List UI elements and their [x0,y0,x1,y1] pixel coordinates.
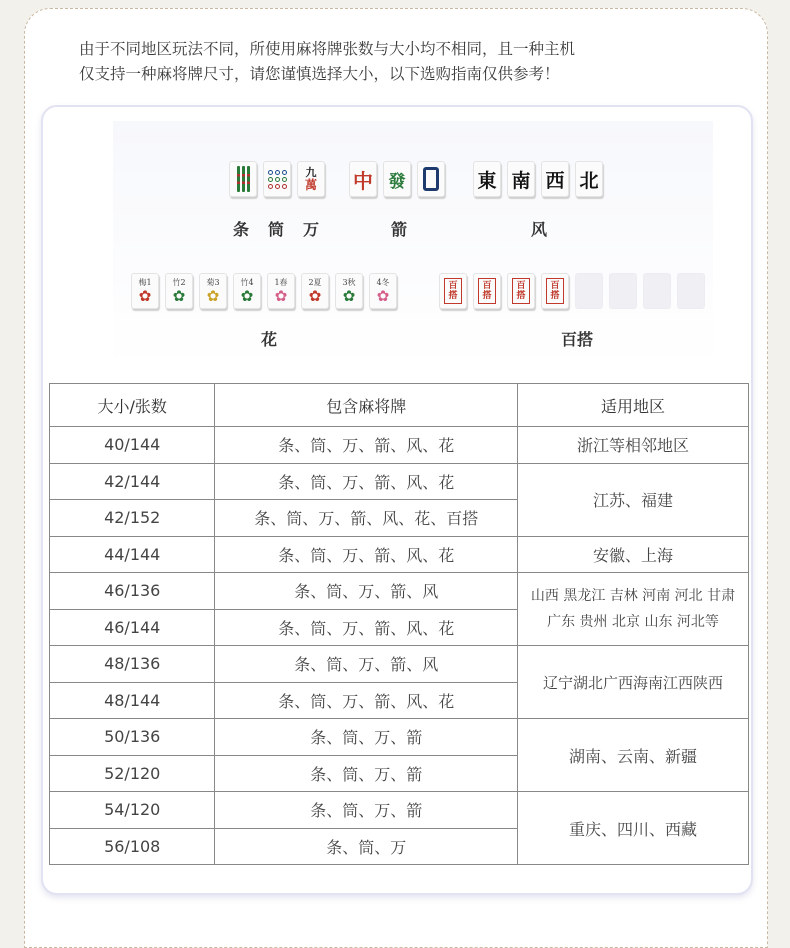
table-row [50,719,749,756]
size-cell: 44/144 [50,536,215,573]
size-cell: 46/144 [50,609,215,646]
flower-tile: 竹2 ✿ [165,273,193,309]
flower-icon: ✿ [274,286,288,305]
region-line-1: 山西 黑龙江 吉林 河南 河北 甘肃 [530,588,736,604]
region-line-2: 广东 贵州 北京 山东 河北等 [547,614,719,630]
east-wind-tile: 東 [473,161,501,197]
table-row [50,463,749,500]
flower-icon: ✿ [308,286,322,305]
region-cell: 重庆、四川、西藏 [518,792,749,865]
tiles-cell: 条、筒、万、箭、风、花 [215,536,518,573]
table-row [50,573,749,610]
size-cell: 42/144 [50,463,215,500]
flower-icon: ✿ [172,286,186,305]
north-wind-tile: 北 [575,161,603,197]
region-cell [518,573,749,646]
label-wan: 万 [303,220,320,239]
tiles-cell: 条、筒、万、箭 [215,792,518,829]
size-cell: 48/144 [50,682,215,719]
dragon-tiles-row [349,161,451,197]
intro-line-2: 仅支持一种麻将牌尺寸，请您谨慎选择大小，以下选购指南仅供参考！ [79,65,560,83]
region-cell: 安徽、上海 [518,536,749,573]
table-row [50,792,749,829]
tiles-cell: 条、筒、万、箭 [215,755,518,792]
size-cell: 48/136 [50,646,215,683]
region-cell: 浙江等相邻地区 [518,427,749,464]
baida-tiles-row [439,273,711,309]
tiles-cell: 条、筒、万、箭、风、花 [215,427,518,464]
baida-tile: 百 搭 [473,273,501,309]
size-guide-table [49,383,749,865]
tiles-cell: 条、筒、万 [215,828,518,865]
red-dragon-tile: 中 [349,161,377,197]
size-cell: 46/136 [50,573,215,610]
label-tong: 筒 [268,220,285,239]
label-jian: 箭 [391,220,408,239]
intro-text [79,37,719,87]
flower-tile: 菊3 ✿ [199,273,227,309]
tiles-cell: 条、筒、万、箭、风、花 [215,609,518,646]
tile-illustration [113,121,713,371]
flower-icon: ✿ [206,286,220,305]
flower-icon: ✿ [376,286,390,305]
size-cell: 56/108 [50,828,215,865]
intro-line-1: 由于不同地区玩法不同，所使用麻将牌张数与大小均不相同，且一种主机 [79,40,576,58]
baida-tile: 百 搭 [507,273,535,309]
table-header-row [50,384,749,427]
region-cell: 江苏、福建 [518,463,749,536]
flower-tiles-row [131,273,403,309]
tiles-cell: 条、筒、万、箭、风 [215,646,518,683]
suit-tiles-row [229,161,331,197]
guide-card [41,105,753,895]
green-dragon-tile: 發 [383,161,411,197]
wan-char: 萬 [304,178,317,192]
bamboo-tile [229,161,257,197]
flower-icon: ✿ [342,286,356,305]
wan-number: 九 [305,166,317,179]
flower-tile: 4冬 ✿ [369,273,397,309]
blank-tile [575,273,603,309]
tiles-cell: 条、筒、万、箭 [215,719,518,756]
blank-tile [643,273,671,309]
flower-icon: ✿ [138,286,152,305]
flower-tile: 2夏 ✿ [301,273,329,309]
tiles-cell: 条、筒、万、箭、风、花 [215,682,518,719]
header-size: 大小/张数 [50,384,215,427]
label-tiao: 条 [233,220,250,239]
label-hua: 花 [261,330,278,349]
wind-tiles-row [473,161,609,197]
header-region: 适用地区 [518,384,749,427]
size-cell: 54/120 [50,792,215,829]
size-cell: 50/136 [50,719,215,756]
flower-icon: ✿ [240,286,254,305]
table-row [50,646,749,683]
region-cell: 辽宁湖北广西海南江西陕西 [518,646,749,719]
flower-tile: 梅1 ✿ [131,273,159,309]
flower-tile: 1春 ✿ [267,273,295,309]
white-dragon-tile [417,161,445,197]
header-tiles: 包含麻将牌 [215,384,518,427]
white-frame-icon [423,167,439,191]
table-row [50,427,749,464]
size-cell: 40/144 [50,427,215,464]
baida-tile: 百 搭 [541,273,569,309]
tiles-cell: 条、筒、万、箭、风、花、百搭 [215,500,518,537]
south-wind-tile: 南 [507,161,535,197]
blank-tile [677,273,705,309]
baida-tile: 百 搭 [439,273,467,309]
table-row [50,536,749,573]
size-cell: 42/152 [50,500,215,537]
west-wind-tile: 西 [541,161,569,197]
circle-tile [263,161,291,197]
flower-tile: 3秋 ✿ [335,273,363,309]
guide-page [24,8,768,948]
tiles-cell: 条、筒、万、箭、风 [215,573,518,610]
label-baida: 百搭 [561,330,594,349]
tiles-cell: 条、筒、万、箭、风、花 [215,463,518,500]
size-cell: 52/120 [50,755,215,792]
label-feng: 风 [531,220,548,239]
blank-tile [609,273,637,309]
flower-tile: 竹4 ✿ [233,273,261,309]
region-cell: 湖南、云南、新疆 [518,719,749,792]
character-tile [297,161,325,197]
